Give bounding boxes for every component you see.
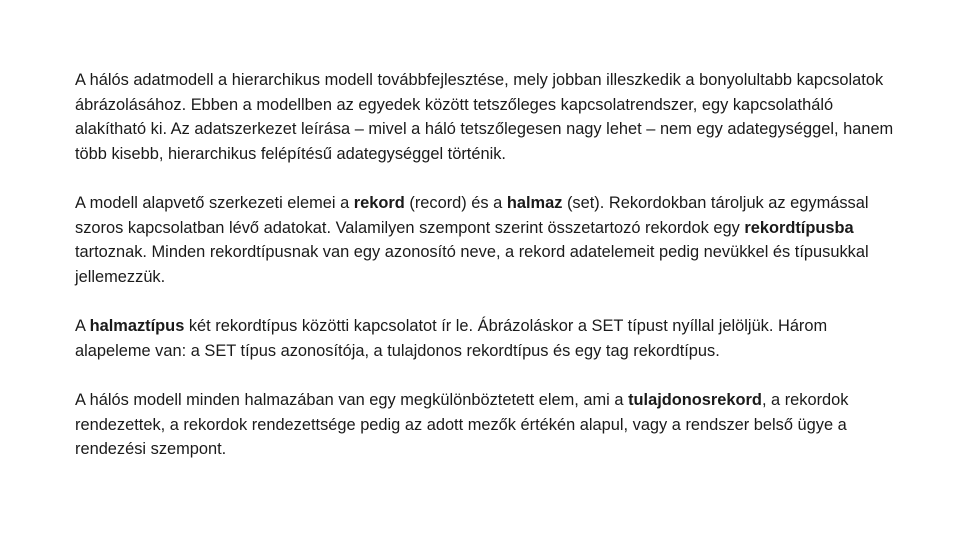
term-rekordtipusba: rekordtípusba [744,218,854,237]
text-segment: , a rekordok rendezettek, a rekordok rendezettsége pedig az adott mezők értékén alapul, vagy a rendszer belső ügye a rendezési szempont. [75,391,849,458]
text-segment: két rekordtípus közötti kapcsolatot ír le. Ábrázoláskor a SET típust nyíllal jelöljük. Három alapeleme van: a SET típus azonosítója, a tulajdonos rekordtípus és egy tag rekordtípus. [75,317,828,360]
paragraph-structural-elements [75,191,895,289]
term-rekord: rekord [353,194,405,212]
paragraph-owner-record [75,388,895,462]
text-segment: (set). Rekordokban tároljuk az egymással szoros kapcsolatban lévő adatokat. Valamilyen szempont szerint összetartozó rekordok egy [75,194,869,237]
paragraph-set-type [75,314,895,363]
term-halmaztipus: halmaztípus [89,317,185,335]
text-segment: A hálós adatmodell a hierarchikus modell továbbfejlesztése, mely jobban illeszkedik a bonyolultabb kapcsolatok ábrázolásához. Ebben a modellben az egyedek között tetszőleges kapcsolatrendszer, egy kapcsolatháló alakítható ki. Az adatszerkezet leírása – mivel a háló tetszőlegesen nagy lehet – nem egy adategységgel, hanem több kisebb, hierarchikus felépítésű adategységgel történik. [75,71,894,163]
slide-text-body [75,68,895,487]
text-segment: A hálós modell minden halmazában van egy megkülönböztetett elem, ami a [75,391,629,409]
text-segment: A modell alapvető szerkezeti elemei a [75,194,354,212]
paragraph-network-model-intro [75,68,895,166]
text-segment: A [75,317,90,335]
term-tulajdonosrekord: tulajdonosrekord [628,391,762,409]
term-halmaz: halmaz [506,194,563,212]
text-segment: (record) és a [404,194,507,212]
text-segment: tartoznak. Minden rekordtípusnak van egy azonosító neve, a rekord adatelemeit pedig nevükkel és típusukkal jellemezzük. [75,243,869,286]
